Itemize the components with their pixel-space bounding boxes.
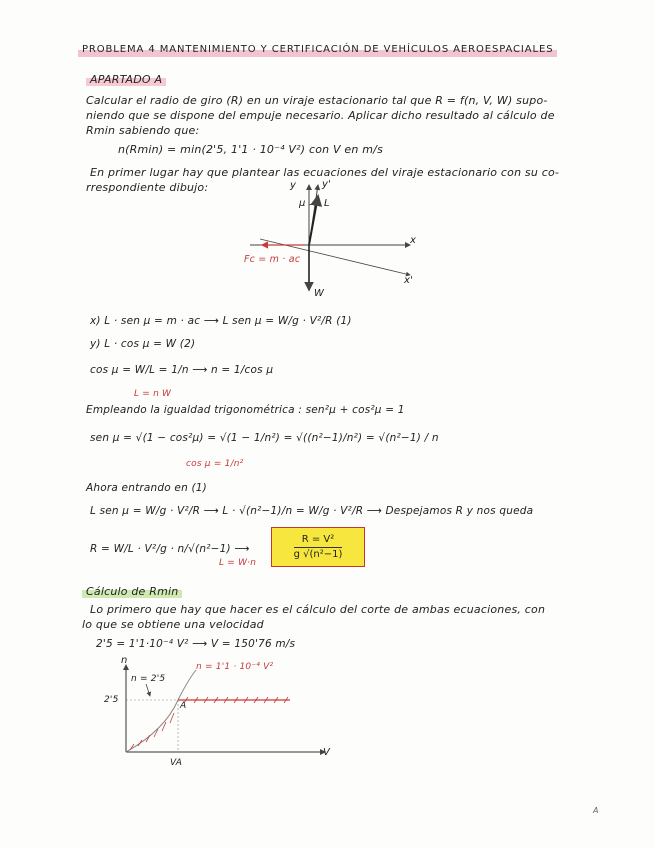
eq-cos: cos μ = W/L = 1/n ⟶ n = 1/cos μ (90, 364, 274, 376)
result-numerator: R = V² (301, 534, 335, 545)
eq-sen: sen μ = √(1 − cos²μ) = √(1 − 1/n²) = √((n²−1)/n²) = √(n²−1) / n (90, 432, 439, 444)
eq-lsen: L sen μ = W/g · V²/R ⟶ L · √(n²−1)/n = W/g · V²/R ⟶ Despejamos R y nos queda (90, 505, 534, 517)
intro-line-3: Rmin sabiendo que: (86, 124, 200, 137)
label-Fc: Fc = m · ac (244, 254, 301, 265)
note-cos: cos μ = 1/n² (186, 459, 244, 469)
nmin-definition: n(Rmin) = min(2'5, 1'1 · 10⁻⁴ V²) con V en m/s (118, 143, 383, 156)
note-lwn: L = W·n (219, 558, 257, 568)
label-yprime: y' (322, 179, 332, 190)
label-xprime: x' (404, 275, 414, 286)
eq-x: x) L · sen μ = m · ac ⟶ L sen μ = W/g · V²/R (1) (90, 315, 352, 327)
page-header: PROBLEMA 4 MANTENIMIENTO Y CERTIFICACIÓN DE VEHÍCULOS AEROESPACIALES (78, 42, 557, 57)
page-number: A (593, 806, 599, 815)
eq-y: y) L · cos μ = W (2) (90, 338, 196, 350)
result-denominator: g √(n²−1) (293, 549, 343, 560)
label-y: y (290, 180, 297, 191)
intro-line-1: Calcular el radio de giro (R) en un viraje estacionario tal que R = f(n, V, W) supo- (86, 94, 548, 107)
eq-R: R = W/L · V²/g · n/√(n²−1) ⟶ (90, 543, 250, 555)
rmin-line-2: lo que se obtiene una velocidad (82, 618, 264, 631)
graph-va: VA (170, 758, 183, 768)
plant-line-1: En primer lugar hay que plantear las ecuaciones del viraje estacionario con su co- (90, 166, 560, 179)
label-W: W (314, 288, 325, 299)
section-b-text: Cálculo de Rmin (82, 585, 182, 598)
graph-val: 2'5 (104, 695, 119, 705)
trig-intro: Empleando la igualdad trigonométrica : sen²μ + cos²μ = 1 (86, 404, 405, 416)
ahora-text: Ahora entrando en (1) (86, 482, 207, 494)
rmin-line-1: Lo primero que hay que hacer es el cálculo del corte de ambas ecuaciones, con (90, 603, 546, 616)
graph-n-const: n = 2'5 (131, 674, 166, 684)
rmin-eq: 2'5 = 1'1·10⁻⁴ V² ⟶ V = 150'76 m/s (96, 638, 296, 650)
label-x: x (410, 235, 417, 246)
section-a-text: APARTADO A (86, 73, 166, 86)
note-lnw: L = n W (134, 389, 172, 399)
label-L: L (324, 198, 330, 209)
plant-line-2: rrespondiente dibujo: (86, 181, 209, 194)
graph-n-axis: n (121, 655, 128, 666)
graph-n-curve: n = 1'1 · 10⁻⁴ V² (196, 662, 274, 672)
graph-v-axis: V (323, 747, 331, 758)
intro-line-2: niendo que se dispone del empuje necesario. Aplicar dicho resultado al cálculo de (86, 109, 555, 122)
label-mu: μ (299, 198, 306, 209)
graph-point-A: A (180, 701, 187, 711)
